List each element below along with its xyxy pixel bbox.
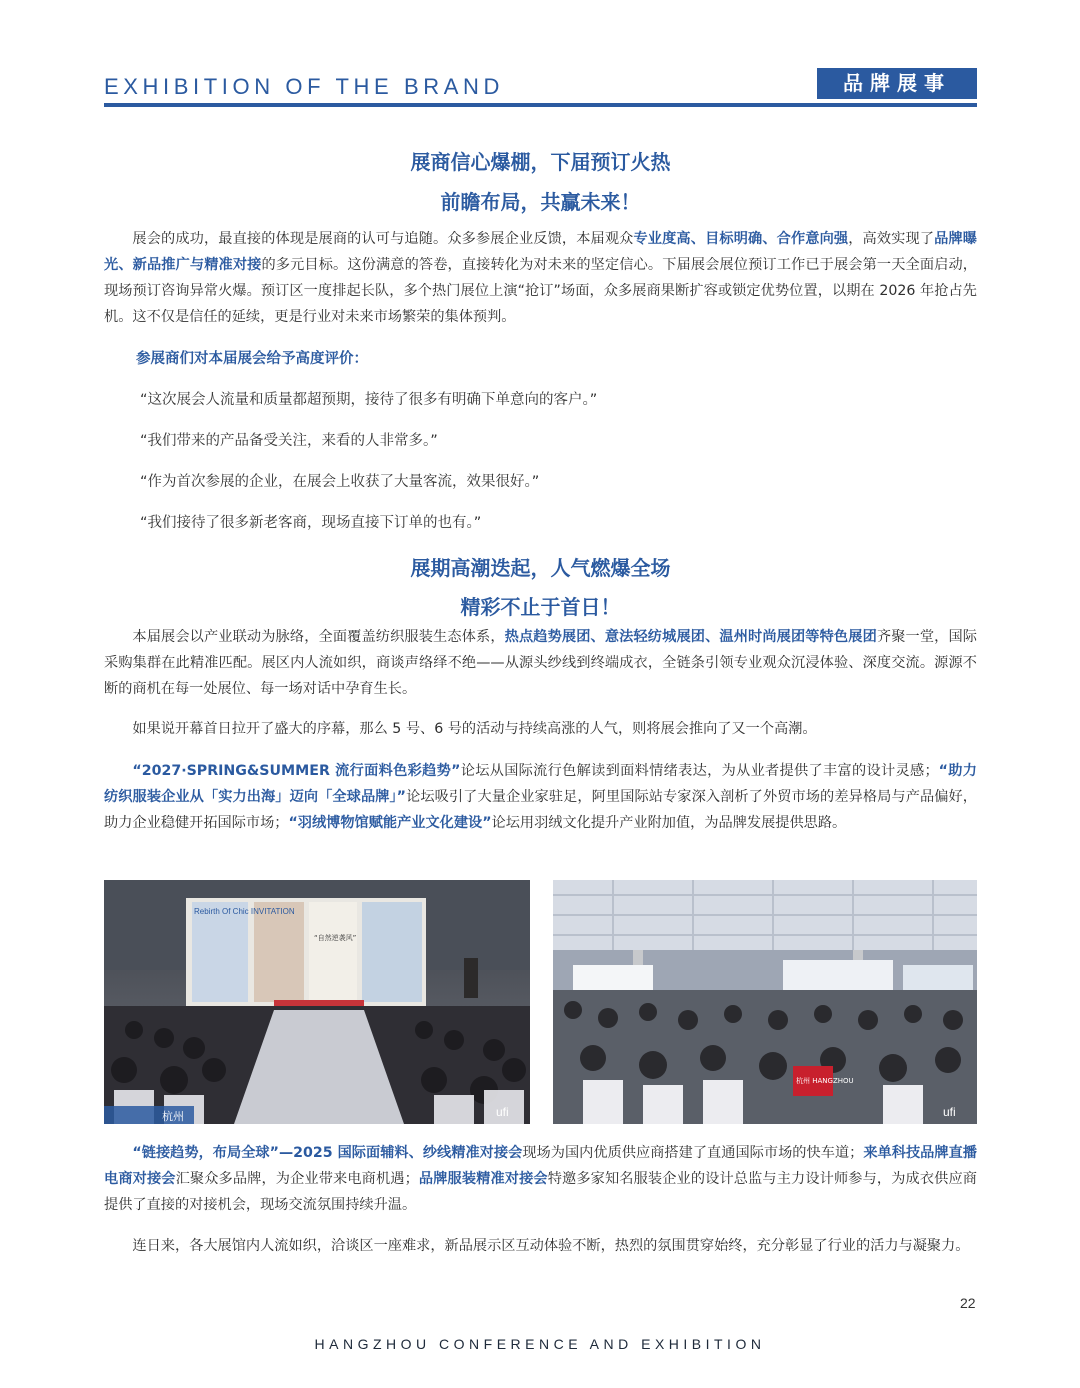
body-text: 汇聚众多品牌，为企业带来电商机遇； xyxy=(175,1171,419,1187)
body-text: 本届展会以产业联动为脉络，全面覆盖纺织服装生态体系， xyxy=(132,629,505,645)
ufi-logo: ufi xyxy=(496,1105,509,1119)
highlight-text: “2027·SPRING&SUMMER 流行面料色彩趋势” xyxy=(132,763,461,779)
highlight-text: 热点趋势展团、意法轻纺城展团、温州时尚展团等特色展团 xyxy=(504,629,877,645)
header-title-en: EXHIBITION OF THE BRAND xyxy=(104,74,504,99)
section3-paragraph-1 xyxy=(104,1140,977,1218)
body-text: 如果说开幕首日拉开了盛大的序幕，那么 5 号、6 号的活动与持续高涨的人气，则将展会推向了又一个高潮。 xyxy=(132,721,817,737)
highlight-text: “助力纺织服装企业从「实力出海」迈向「全球品牌」” xyxy=(104,763,977,805)
highlight-text: 品牌曝光、新品推广与精准对接 xyxy=(104,231,977,273)
section1-heading-line2: 前瞻布局，共赢未来！ xyxy=(440,190,641,214)
body-text: 连日来，各大展馆内人流如织，洽谈区一座难求，新品展示区互动体验不断，热烈的氛围贯穿始终，充分彰显了行业的活力与凝聚力。 xyxy=(132,1238,970,1254)
highlight-text: “羽绒博物馆赋能产业文化建设” xyxy=(288,815,492,831)
body-text: 的多元目标。这份满意的答卷，直接转化为对未来的坚定信心。下届展会展位预订工作已于展会第一天全面启动，现场预订咨询异常火爆。预订区一度排起长队，多个热门展位上演“抢订”场面，众多展商果断扩容或锁定优势位置，以期在 2026 年抢占先机。这不仅是信任的延续，更是行业对未来市场繁荣的集体预判。 xyxy=(104,257,977,325)
body-text: 现场为国内优质供应商搭建了直通国际市场的快车道； xyxy=(522,1145,864,1161)
highlight-text: “链接趋势，布局全球”—2025 国际面辅料、纱线精准对接会 xyxy=(132,1145,523,1161)
exhibition-hall-photo xyxy=(553,880,977,1124)
screen-quote: “自然逆袭风” xyxy=(314,934,357,942)
ufi-logo: ufi xyxy=(943,1105,956,1119)
exhibitor-reviews-subheading: 参展商们对本届展会给予高度评价： xyxy=(136,351,368,367)
body-text: 论坛从国际流行色解读到面料情绪表达，为从业者提供了丰富的设计灵感； xyxy=(460,763,939,779)
highlight-text: 专业度高、目标明确、合作意向强 xyxy=(633,231,849,247)
body-text: 展会的成功，最直接的体现是展商的认可与追随。众多参展企业反馈，本届观众 xyxy=(132,231,634,247)
page-number: 22 xyxy=(960,1295,976,1311)
body-text: ，高效实现了 xyxy=(848,231,935,247)
body-text: 论坛吸引了大量企业家驻足，阿里国际站专家深入剖析了外贸市场的差异格局与产品偏好，助力企业稳健开拓国际市场； xyxy=(104,789,977,831)
header-divider xyxy=(104,103,977,107)
exhibitor-quote: “作为首次参展的企业，在展会上收获了大量客流，效果很好。” xyxy=(140,474,540,490)
exhibitor-quote: “我们接待了很多新老客商，现场直接下订单的也有。” xyxy=(140,515,482,531)
section1-heading-line1: 展商信心爆棚，下届预订火热 xyxy=(410,150,671,174)
body-text: 论坛用羽绒文化提升产业附加值，为品牌发展提供思路。 xyxy=(491,815,847,831)
section2-heading-line1: 展期高潮迭起，人气燃爆全场 xyxy=(410,556,671,580)
section1-paragraph xyxy=(104,226,977,330)
section2-paragraph-2 xyxy=(104,716,977,742)
hangzhou-sign: 杭州 HANGZHOU xyxy=(796,1077,854,1085)
exhibitor-quote: “这次展会人流量和质量都超预期，接待了很多有明确下单意向的客户。” xyxy=(140,392,598,408)
screen-text: Rebirth Of Chic INVITATION xyxy=(194,907,295,916)
highlight-text: 品牌服装精准对接会 xyxy=(418,1171,548,1187)
section3-paragraph-2 xyxy=(104,1233,977,1259)
body-text: 齐聚一堂，国际采购集群在此精准匹配。展区内人流如织，商谈声络绎不绝——从源头纱线到终端成衣，全链条引领专业观众沉浸体验、深度交流。源源不断的商机在每一处展位、每一场对话中孕育生长。 xyxy=(104,629,977,697)
section2-paragraph-1 xyxy=(104,624,977,702)
header-title-cn: 品牌展事 xyxy=(817,68,977,99)
exhibitor-quote: “我们带来的产品备受关注，来看的人非常多。” xyxy=(140,433,438,449)
section2-heading-line2: 精彩不止于首日！ xyxy=(460,595,621,619)
footer-title: HANGZHOU CONFERENCE AND EXHIBITION xyxy=(314,1336,766,1352)
banner-text: 杭州 xyxy=(162,1110,184,1123)
body-text: 特邀多家知名服装企业的设计总监与主力设计师参与，为成衣供应商提供了直接的对接机会，现场交流氛围持续升温。 xyxy=(104,1171,977,1213)
forum-stage-photo xyxy=(104,880,530,1124)
section2-paragraph-3 xyxy=(104,758,977,836)
highlight-text: 来单科技品牌直播电商对接会 xyxy=(104,1145,977,1187)
